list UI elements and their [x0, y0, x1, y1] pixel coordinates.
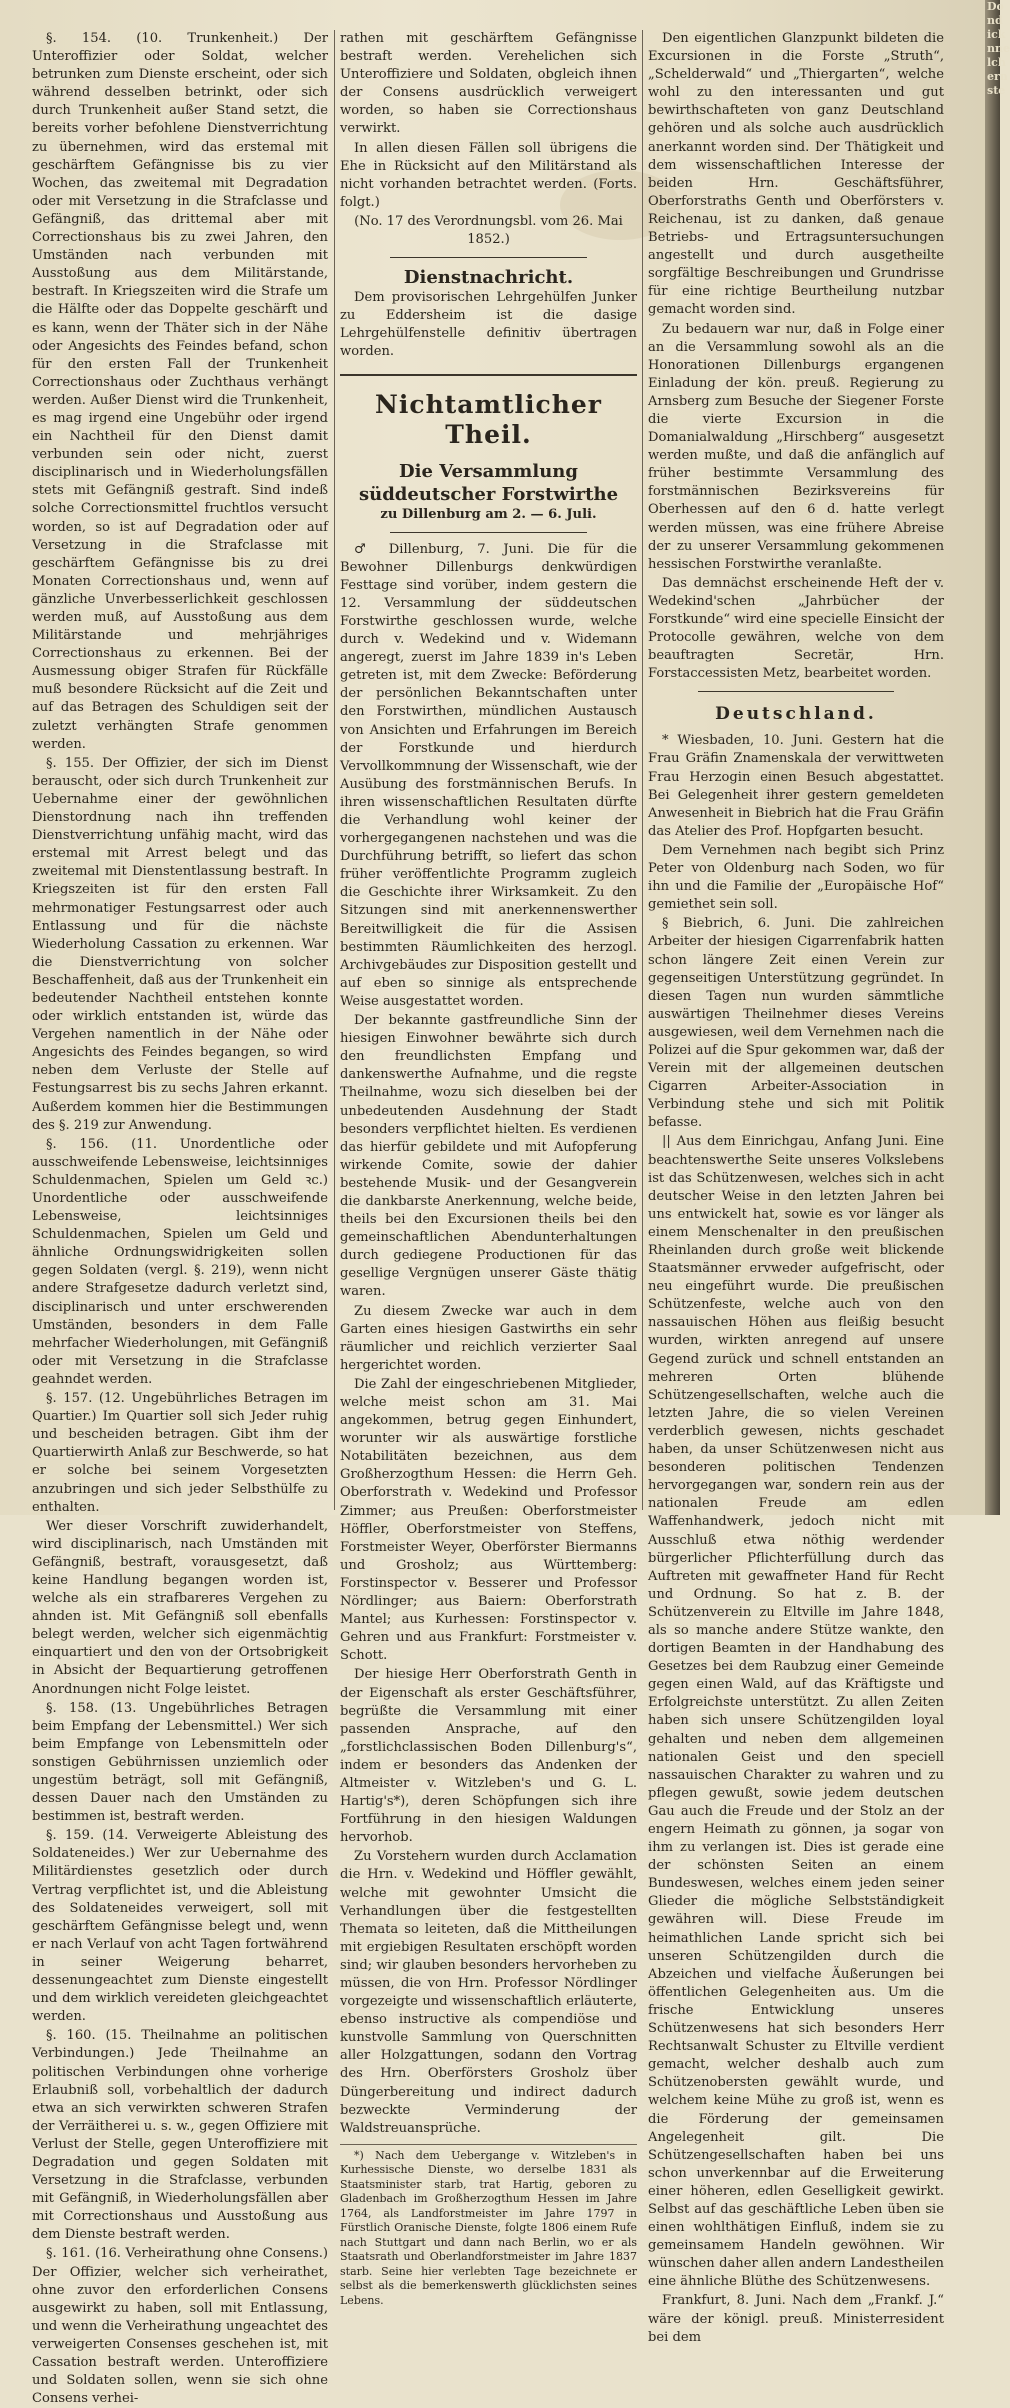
edge-text: Do [987, 0, 1004, 13]
paragraph: Das demnächst erscheinende Heft der v. Wedekind'schen „Jahrbücher der Forstkunde“ wird eine specielle Einsicht der Protocolle gewähren, welche von dem beauftragten Secretär, Hrn. Forstaccessisten Metz, bearbeitet worden. [648, 575, 944, 682]
paragraph: Den eigentlichen Glanzpunkt bildeten die Excursionen in die Forste „Struth“, „Schelderwald“ und „Thiergarten“, welche wohl zu den interessanten und gut bewirthschafteten von ganz Deutschland gehören und als solche auch ausdrücklich anerkannt worden sind. Der Thätigkeit und dem wissenschaftlichen Interesse der beiden Hrn. Geschäftsführer, Oberforstraths Genth und Oberförsters v. Reichenau, ist zu danken, daß genaue Betriebs- und Ertragsuntersuchungen angestellt und durch ausgetheilte sorgfältige Beschreibungen und Grundrisse für eine richtige Beurtheilung nutzbar gemacht worden sind. [648, 31, 944, 318]
paragraph: §. 157. (12. Ungebührliches Betragen im Quartier.) Im Quartier soll sich Jeder ruhig und bescheiden betragen. Gibt ihm der Quartierwirth Anlaß zur Beschwerde, so hat er solche bei seinem Vorgesetzten anzubringen und sich jeder Selbsthülfe zu enthalten. [32, 1391, 328, 1515]
edge-text: ste [987, 84, 1006, 97]
edge-text: lch [987, 56, 1006, 69]
paragraph: §. 159. (14. Verweigerte Ableistung des Soldateneides.) Wer zur Uebernahme des Militärdienstes gesetzlich oder durch Vertrag verpflichtet ist, und die Ableistung des Soldateneides verweigert, soll mit geschärftem Gefängnisse belegt und, wenn er nach Verlauf von acht Tagen fortwährend in seiner Weigerung beharret, dessenungeachtet zum Dienste eingestellt und dem wirklich vereideten gleichgeachtet werden. [32, 1828, 328, 2025]
paragraph: Zu bedauern war nur, daß in Folge einer an die Versammlung sowohl als an die Honorationen Dillenburgs ergangenen Einladung der kön. preuß. Regierung zu Arnsberg zum Besuche der Siegener Forste die vierte Excursion in die Domanialwaldung „Hirschberg“ ausgesetzt werden mußte, und daß die anfänglich auf früher bestimmte Versammlung des forstmännischen Bezirksvereins für Oberhessen auf den 6 d. hatte verlegt werden müssen, was eine frühere Abreise der zu unserer Versammlung gekommenen hessischen Forstwirthe veranlaßte. [648, 321, 944, 572]
article-title: Die Versammlung süddeutscher Forstwirthe [358, 460, 619, 505]
paragraph: Wer dieser Vorschrift zuwiderhandelt, wird disciplinarisch, nach Umständen mit Gefängniß, bestraft, vorausgesetzt, daß keine Handlung begangen worden ist, welche als ein strafbareres Vergehen zu ahnden ist. Mit Gefängniß soll ebenfalls belegt werden, welcher sich eigenmächtig einquartiert und den von der Ortsobrigkeit in Absicht der Bequartierung getroffenen Anordnungen nicht Folge leistet. [32, 1518, 328, 1697]
paragraph: § Biebrich, 6. Juni. Die zahlreichen Arbeiter der hiesigen Cigarrenfabrik hatten schon längere Zeit einen Verein zur gegenseitigen Unterstützung gegründet. In diesen Tagen nun wurden sämmtliche auswärtigen Theilnehmer dieses Vereins ausgewiesen, weil dem Vernehmen nach die Polizei auf die Spur gekommen war, daß der Verein mit der allgemeinen deutschen Cigarren Arbeiter-Association in Verbindung stehe und sich mit Politik befasse. [648, 916, 944, 1131]
paragraph: §. 161. (16. Verheirathung ohne Consens.) Der Offizier, welcher sich verheirathet, ohne zuvor den erforderlichen Consens ausgewirkt zu haben, soll mit Entlassung, und wenn die Verheirathung ungeachtet des verweigerten Consenses geschehen ist, mit Cassation bestraft werden. Unteroffiziere und Soldaten sollen, wenn sie sich ohne Consens verhei- [32, 2246, 328, 2407]
paragraph: Zu diesem Zwecke war auch in dem Garten eines hiesigen Gastwirths ein sehr räumlicher und reichlich verzierter Saal hergerichtet worden. [340, 1303, 637, 1373]
paragraph: In allen diesen Fällen soll übrigens die Ehe in Rücksicht auf den Militärstand als nicht vorhanden betrachtet werden. (Forts. folgt.) [340, 140, 637, 210]
paragraph: * Wiesbaden, 10. Juni. Gestern hat die Frau Gräfin Znamenskala der verwittweten Frau Herzogin einen Besuch abgestattet. Bei Gelegenheit ihrer gestern gemeldeten Anwesenheit in Biebrich hat die Frau Gräfin das Atelier des Prof. Hopfgarten besucht. [648, 733, 944, 839]
paragraph: §. 160. (15. Theilnahme an politischen Verbindungen.) Jede Theilnahme an politischen Verbindungen ohne vorherige Erlaubniß soll, vorbehaltlich der dadurch etwa an sich verwirkten schweren Strafen der Verräitherei u. s. w., gegen Offiziere mit Verlust der Stelle, gegen Unteroffiziere mit Degradation und gegen Soldaten mit Versetzung in die Strafclasse, verbunden mit Gefängniß, in Wiederholungsfällen aber mit Correctionshaus und Ausstoßung aus dem Dienste bestraft werden. [32, 2028, 328, 2243]
paragraph: Frankfurt, 8. Juni. Nach dem „Frankf. J.“ wäre der königl. preuß. Ministerresident bei dem [648, 2293, 944, 2345]
column-3 [648, 30, 944, 2345]
page-edge [985, 0, 1010, 1515]
paragraph: Die Zahl der eingeschriebenen Mitglieder, welche meist schon am 31. Mai angekommen, betrug gegen Einhundert, worunter wir als auswärtige forstliche Notabilitäten bezeichnen, aus dem Großherzogthum Hessen: die Herrn Geh. Oberforstrath v. Wedekind und Professor Zimmer; aus Preußen: Oberforstmeister Höffler, Oberforstmeister von Steffens, Forstmeister Weyer, Oberförster Biermanns und Grosholz; aus Württemberg: Forstinspector v. Besserer und Professor Nördlinger; aus Baiern: Oberforstrath Mantel; aus Kurhessen: Forstinspector v. Gehren und aus Frankfurt: Forstmeister v. Schott. [340, 1376, 637, 1664]
paragraph: Der hiesige Herr Oberforstrath Genth in der Eigenschaft als erster Geschäftsführer, begrüßte die Versammlung mit einer passenden Ansprache, auf den „forstlichclassischen Boden Dillenburg's“, indem er besonders das Andenken der Altmeister v. Witzleben's und G. L. Hartig's*), deren Schöpfungen sich ihre Fortführung in den hiesigen Waldungen hervorhob. [340, 1667, 637, 1846]
column-rule [334, 30, 335, 1510]
paragraph: Dem Vernehmen nach begibt sich Prinz Peter von Oldenburg nach Soden, wo für ihn und die Familie der „Europäische Hof“ gemiethet sein soll. [648, 842, 944, 913]
paragraph: Zu Vorstehern wurden durch Acclamation die Hrn. v. Wedekind und Höffler gewählt, welche mit gewohnter Umsicht die Verhandlungen über die festgestellten Themata so leiteten, daß die Mittheilungen mit ergiebigen Resultaten erschöpft worden sind; wir glauben besonders hervorheben zu müssen, die von Hrn. Professor Nördlinger vorgezeigte und wissenschaftlich erläuterte, ebenso instructive als compendiöse und kunstvolle Sammlung von Querschnitten aller Holzgattungen, sodann den Vortrag des Hrn. Oberförsters Grosholz über Düngerbereitung und indirect dadurch bezweckte Verminderung der Waldstreuansprüche. [340, 1849, 637, 2136]
divider [390, 532, 587, 533]
edge-text: ern [987, 70, 1008, 83]
paragraph: §. 156. (11. Unordentliche oder ausschweifende Lebensweise, leichtsinniges Schuldenmachen, Spielen um Geld ꝛc.) Unordentliche oder ausschweifende Lebensweise, leichtsinniges Schuldenmachen, Spielen um Geld und ähnliche Ordnungswidrigkeiten sollen gegen Soldaten (vergl. §. 219), wenn nicht andere Strafgesetze dadurch verletzt sind, disciplinarisch und unter erschwerenden Umständen, besonders in dem Falle mehrfacher Wiederholungen, mit Gefängniß oder mit Versetzung in die Strafclasse geahndet werden. [32, 1136, 328, 1387]
source-note: (No. 17 des Verordnungsbl. vom 26. Mai 1852.) [354, 213, 623, 248]
paragraph: Dem provisorischen Lehrgehülfen Junker zu Eddersheim ist die dasige Lehrgehülfenstelle definitiv übertragen worden. [340, 290, 637, 360]
edge-text: nd [987, 14, 1003, 27]
divider [390, 257, 587, 258]
section-heading: Deutschland. [715, 704, 877, 725]
footnote: *) Nach dem Uebergange v. Witzleben's in Kurhessische Dienste, wo derselbe 1831 als Staatsminister starb, trat Hartig, geboren zu Gladenbach im Großherzogthum Hessen im Jahre 1764, als Landforstmeister im Jahre 1797 in Fürstlich Oranische Dienste, folgte 1806 einem Rufe nach Stuttgart und dann nach Berlin, wo er als Staatsrath und Oberlandforstmeister im Jahre 1837 starb. Seine hier verlebten Tage bezeichnete er selbst als die bemerkenswerth glücklichsten seines Lebens. [340, 2144, 637, 2309]
dienst-heading: Dienstnachricht. [403, 267, 574, 289]
paragraph: ♂ Dillenburg, 7. Juni. Die für die Bewohner Dillenburgs denkwürdigen Festtage sind vorüber, indem gestern die 12. Versammlung der süddeutschen Forstwirthe geschlossen wurde, welche durch v. Wedekind und v. Widemann angeregt, zuerst im Jahre 1839 in's Leben getreten ist, mit dem Zwecke: Beförderung der persönlichen Bekanntschaften unter den Forstwirthen, mündlichen Austausch von Ansichten und Erfahrungen im Bereich der Forstkunde und hierdurch Vervollkommnung der Wissenschaft, wie der Ausübung des forstmännischen Berufs. In ihren wissenschaftlichen Resultaten dürfte die Verhandlung wohl keiner der vorhergegangenen nachstehen und was die Durchführung betrifft, so liefert das schon früher veröffentlichte Programm zugleich die Geschichte ihrer Wirksamkeit. Zu den Sitzungen sind mit anerkennenswerther Bereitwilligkeit die für die Assisen bestimmten Räumlichkeiten des herzogl. Archivgebäudes zur Disposition gestellt und auf eben so sinnige als entsprechende Weise ausgestattet worden. [340, 541, 637, 1009]
paragraph: §. 158. (13. Ungebührliches Betragen beim Empfang der Lebensmittel.) Wer sich beim Empfange von Lebensmitteln oder sonstigen Gebührnissen unziemlich oder ungestüm beträgt, soll mit Gefängniß, dessen Dauer nach den Umständen zu bestimmen ist, bestraft werden. [32, 1700, 328, 1825]
column-2 [340, 30, 637, 2307]
section-title: Nichtamtlicher Theil. [375, 389, 602, 449]
edge-text: ick [987, 28, 1006, 41]
paragraph: || Aus dem Einrichgau, Anfang Juni. Eine beachtenswerthe Seite unseres Volkslebens ist das Schützenwesen, welches sich in acht deutscher Weise in den letzten Jahren bei uns entwickelt hat, sowie es vor länger als einem Menschenalter in den preußischen Rheinlanden durch große weit blickende Staatsmänner ervweder aufgefrischt, oder neu eingeführt wurde. Die preußischen Schützenfeste, welche auch von den nassauischen Höhen aus fleißig besucht wurden, wirkten anregend auf unsere Gegend zurück und schnell entstanden an mehreren Orten blühende Schützengesellschaften, welche auch die letzten Jahre, die so vielen Vereinen verderblich gewesen, nichts geschadet haben, da unser Schützenwesen nicht aus besonderen politischen Tendenzen hervorgegangen war, sondern rein aus der nationalen Freude am edlen Waffenhandwerk, jedoch nicht mit Ausschluß etwa nöthig werdender bürgerlicher Pflichterfüllung durch das Auftreten mit gewaffneter Hand für Recht und Ordnung. So hat z. B. der Schützenverein zu Eltville im Jahre 1848, als so manche andere Stütze wankte, den dortigen Beamten in der Handhabung des Gesetzes bei dem Raubzug einer Gemeinde gegen einen Wald, auf das Kräftigste und Erfolgreichste unterstützt. Zu allen Zeiten haben sich unsere Schützengilden loyal gehalten und neben dem allgemeinen nationalen Geist und den speciell nassauischen Charakter zu wahren und zu pflegen gewußt, sowie jedem deutschen Gau auch die Freude und der Stolz an der engern Heimath zu gönnen, ja sogar von ihm zu verlangen ist. Dies ist gerade eine der schönsten Seiten an einem Bundeswesen, welches einem jeden seiner Glieder die mögliche Selbstständigkeit gewähren will. Diese Freude im heimathlichen Lande spricht sich bei unseren Schützengilden durch die Abzeichen und vielfache Äußerungen bei öffentlichen Gelegenheiten aus. Um die frische Entwicklung unseres Schützenwesens hat sich besonders Herr Rechtsanwalt Schuster zu Eltville verdient gemacht, welcher deshalb auch zum Schützenobersten gewählt wurde, und welchem keine Mühe zu groß ist, wenn es die Förderung der gemeinsamen Angelegenheit gilt. Die Schützengesellschaften haben bei uns schon unverkennbar auf die Erweiterung einer höheren, edlen Geselligkeit gewirkt. Selbst auf das geschäftliche Leben üben sie einen wohlthätigen Einfluß, indem sie zu gemeinsamem Handeln gewöhnen. Wir wünschen daher allen andern Landestheilen eine ähnliche Blüthe des Schützenwesens. [648, 1134, 944, 2290]
edge-text: nne [987, 42, 1010, 55]
article-subtitle: zu Dillenburg am 2. — 6. Juli. [380, 506, 597, 522]
paragraph: §. 154. (10. Trunkenheit.) Der Unteroffizier oder Soldat, welcher betrunken zum Dienste erscheint, oder sich während desselben betrinkt, oder sich durch Trunkenheit außer Stand setzt, die bereits vorher befohlene Dienstverrichtung zu übernehmen, wird das erstemal mit geschärftem Gefängnisse bis zu vier Wochen, das zweitemal mit Degradation oder mit Versetzung in die Strafclasse und Gefängniß, das drittemal aber mit Correctionshaus bis zu zwei Jahren, den Umständen nach verbunden mit Ausstoßung aus dem Militärstande, bestraft. In Kriegszeiten wird die Strafe um die Hälfte oder das Doppelte geschärft und es kann, wenn der Thäter sich in der Nähe oder Angesichts des Feindes befand, schon für den ersten Fall der Trunkenheit Correctionshaus oder Zuchthaus verhängt werden. Außer Dienst wird die Trunkenheit, es mag irgend eine Ungebühr oder irgend ein Nachtheil für den Dienst damit verbunden sein oder nicht, zuerst disciplinarisch und in Wiederholungsfällen stets mit Gefängniß gestraft. Sind indeß solche Correctionsmittel fruchtlos versucht worden, so ist auf Degradation oder auf Versetzung in die Strafclasse mit geschärftem Gefängnisse bis zu drei Monaten Correctionshaus und, wenn auf gänzliche Unverbesserlichkeit geschlossen werden muß, auf Ausstoßung aus dem Militärstande und mehrjähriges Correctionshaus zu erkennen. Bei der Ausmessung obiger Strafen für Rückfälle muß besondere Rücksicht auf die Zeit und auf das Betragen des Schuldigen seit der zuletzt verhängten Strafe genommen werden. [32, 31, 328, 752]
paragraph: §. 155. Der Offizier, der sich im Dienst berauscht, oder sich durch Trunkenheit zur Uebernahme einer der gewöhnlichen Dienstordnung nach ihn treffenden Dienstverrichtung unfähig macht, wird das erstemal mit Arrest belegt und das zweitemal mit Dienstentlassung bestraft. In Kriegszeiten ist für den ersten Fall mehrmonatiger Festungsarrest oder auch Entlassung und für die nächste Wiederholung Cassation zu erkennen. War die Dienstverrichtung von solcher Beschaffenheit, daß aus der Trunkenheit ein bedeutender Nachtheil entstehen konnte oder wirklich entstanden ist, würde das Vergehen namentlich in der Nähe oder Angesichts des Feindes begangen, so wird neben dem Verluste der Stelle auf Festungsarrest bis zu sechs Jahren erkannt. Außerdem kommen hier die Bestimmungen des §. 219 zur Anwendung. [32, 755, 329, 1133]
divider [698, 691, 894, 692]
divider [340, 374, 637, 376]
column-1 [32, 30, 329, 2407]
column-rule [642, 30, 643, 1510]
paragraph: rathen mit geschärftem Gefängnisse bestraft werden. Verehelichen sich Unteroffiziere und Soldaten, obgleich ihnen der Consens ausdrücklich verweigert worden, so haben sie Correctionshaus verwirkt. [340, 31, 637, 137]
paragraph: Der bekannte gastfreundliche Sinn der hiesigen Einwohner bewährte sich durch den freundlichsten Empfang und dankenswerthe Aufnahme, und die regste Theilnahme, wozu sich dieselben bei der unbedeutenden Ausdehnung der Stadt besonders verpflichtet hielten. Es verdienen das hierfür gebildete und mit Aufopferung wirkende Comite, sowie der dahier bestehende Musik- und der Gesangverein die dankbarste Anerkennung, welche beide, theils bei den Excursionen theils bei den gemeinschaftlichen Abendunterhaltungen durch gediegene Productionen für das gesellige Vergnügen unserer Gäste thätig waren. [340, 1013, 637, 1300]
